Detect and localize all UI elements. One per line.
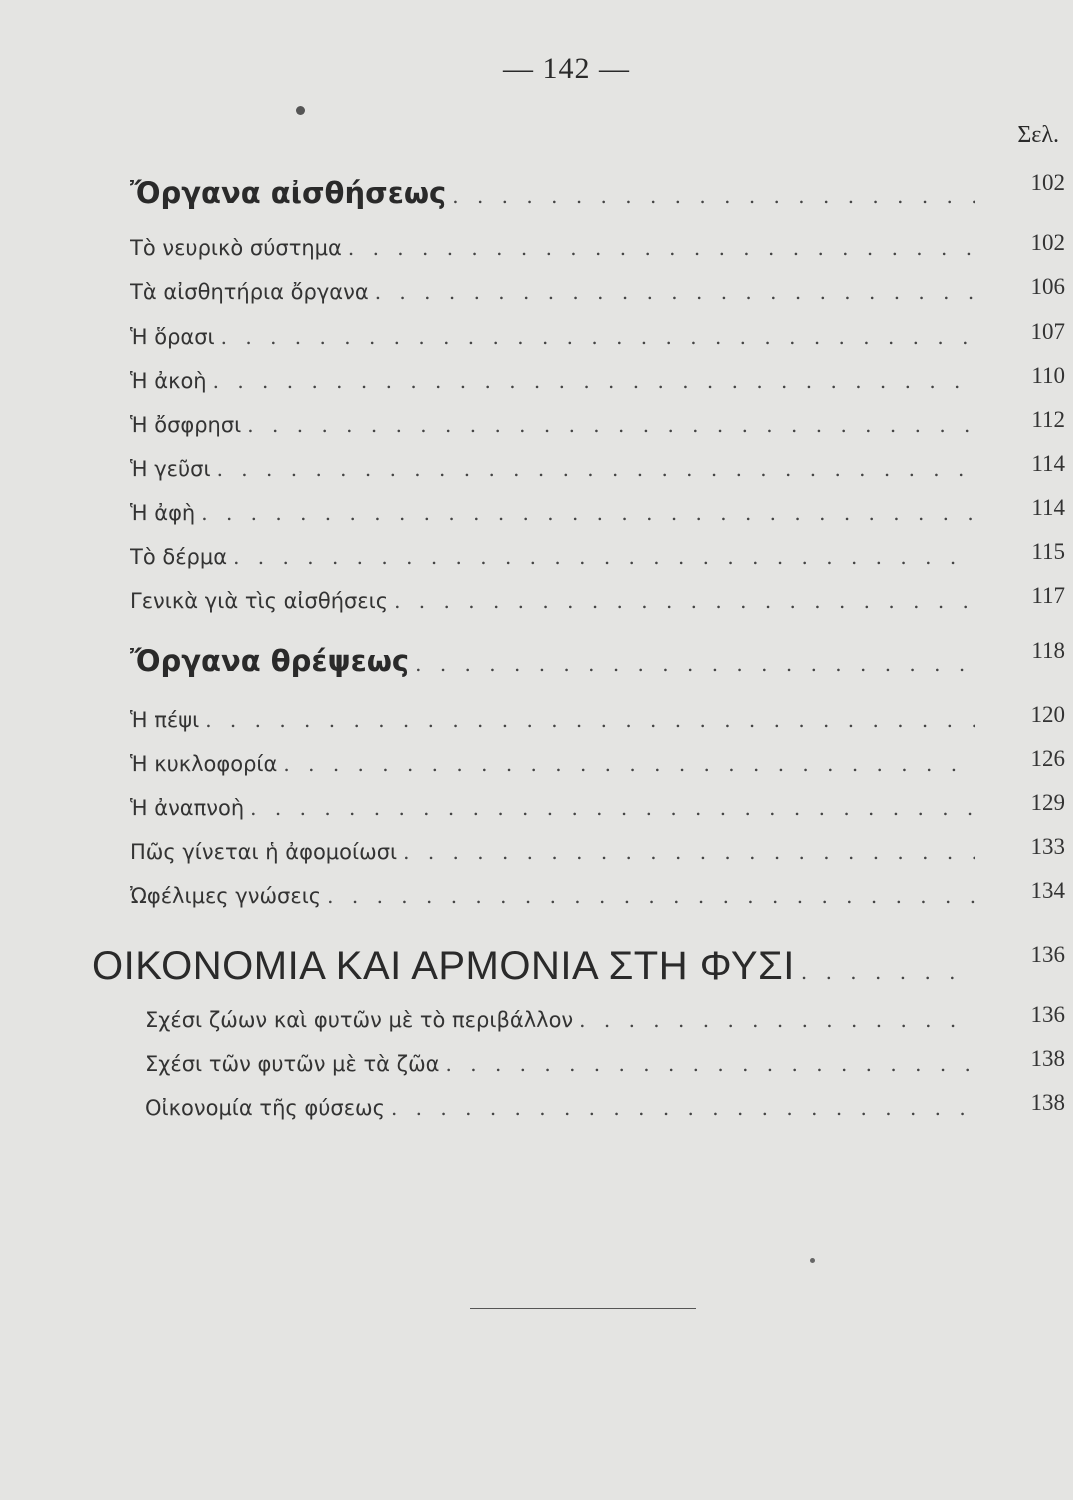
dot-leader bbox=[195, 501, 975, 525]
toc-page-number: 110 bbox=[1031, 363, 1065, 388]
toc-entry bbox=[130, 413, 975, 437]
toc-entry bbox=[130, 589, 975, 613]
toc-entry-title: Ἡ ἀφὴ bbox=[130, 501, 196, 525]
page-column-header: Σελ. bbox=[1017, 122, 1059, 148]
toc-entry bbox=[130, 176, 975, 210]
dot-leader bbox=[573, 1008, 975, 1032]
dot-leader bbox=[409, 652, 975, 676]
toc-page-number: 102 bbox=[1030, 230, 1065, 255]
toc-page-number: 126 bbox=[1030, 746, 1065, 771]
dot-leader bbox=[211, 457, 975, 481]
dot-leader bbox=[440, 1052, 975, 1076]
dot-leader bbox=[241, 413, 975, 437]
toc-entry-title: Ἡ ὄσφρησι bbox=[130, 413, 242, 437]
toc-page-number: 107 bbox=[1030, 319, 1065, 344]
toc-entry-title: ΟΙΚΟΝΟΜΙΑ ΚΑΙ ΑΡΜΟΝΙΑ ΣΤΗ ΦΥΣΙ bbox=[92, 944, 795, 988]
toc-entry-title: Πῶς γίνεται ἡ ἀφομοίωσι bbox=[130, 840, 398, 864]
toc-page-number: 129 bbox=[1030, 790, 1065, 815]
toc-entry bbox=[130, 501, 975, 525]
toc-entry bbox=[130, 236, 975, 260]
toc-entry-title: Σχέσι τῶν φυτῶν μὲ τὰ ζῶα bbox=[145, 1052, 440, 1076]
toc-entry-title: Γενικὰ γιὰ τὶς αἰσθήσεις bbox=[130, 589, 389, 613]
dot-leader bbox=[446, 184, 975, 208]
toc-entry bbox=[130, 325, 975, 349]
toc-entry bbox=[130, 457, 975, 481]
page-number: — 142 — bbox=[503, 52, 630, 85]
dot-leader bbox=[207, 369, 975, 393]
toc-entry-title: Ἡ ἀκοὴ bbox=[130, 369, 207, 393]
dot-leader bbox=[388, 589, 975, 613]
toc-entry-title: Ἡ κυκλοφορία bbox=[130, 752, 278, 776]
dot-leader bbox=[199, 708, 975, 732]
toc-entry bbox=[130, 884, 975, 908]
toc-page-number: 117 bbox=[1031, 583, 1065, 608]
toc-entry bbox=[130, 644, 975, 678]
toc-entry bbox=[130, 545, 975, 569]
dot-leader bbox=[369, 280, 975, 304]
toc-entry-title: Ἡ γεῦσι bbox=[130, 457, 211, 481]
toc-entry-title: Ἡ πέψι bbox=[130, 708, 200, 732]
dot-leader bbox=[227, 545, 975, 569]
toc-page-number: 115 bbox=[1031, 539, 1065, 564]
toc-page-number: 112 bbox=[1031, 407, 1065, 432]
dot-leader bbox=[397, 840, 975, 864]
toc-entry-title: Τὰ αἰσθητήρια ὄργανα bbox=[130, 280, 369, 304]
toc-page-number: 133 bbox=[1030, 834, 1065, 859]
dot-leader bbox=[244, 796, 975, 820]
dot-leader bbox=[321, 884, 975, 908]
toc-entry bbox=[130, 280, 975, 304]
toc-entry-title: Σχέσι ζώων καὶ φυτῶν μὲ τὸ περιβάλλον bbox=[145, 1008, 574, 1032]
toc-entry-title: Τὸ δέρμα bbox=[130, 545, 228, 569]
end-rule bbox=[470, 1308, 696, 1309]
toc-entry bbox=[130, 752, 975, 776]
toc-page-number: 136 bbox=[1030, 942, 1065, 967]
ink-speck bbox=[296, 106, 305, 115]
toc-entry bbox=[145, 1096, 975, 1120]
ink-speck bbox=[810, 1258, 815, 1263]
toc-entry-title: Οἰκονομία τῆς φύσεως bbox=[145, 1096, 385, 1120]
dot-leader bbox=[795, 960, 975, 984]
toc-entry bbox=[130, 708, 975, 732]
toc-entry bbox=[130, 369, 975, 393]
toc-page-number: 134 bbox=[1030, 878, 1065, 903]
toc-entry bbox=[145, 1052, 975, 1076]
toc-entry-title: Ὄργανα θρέψεως bbox=[130, 644, 410, 678]
toc-page-number: 118 bbox=[1031, 638, 1065, 663]
toc-entry bbox=[92, 944, 975, 989]
dot-leader bbox=[215, 325, 975, 349]
dot-leader bbox=[277, 752, 975, 776]
toc-page-number: 114 bbox=[1031, 451, 1065, 476]
toc-page-number: 138 bbox=[1030, 1046, 1065, 1071]
dot-leader bbox=[385, 1096, 975, 1120]
toc-entry-title: Ἡ ὅρασι bbox=[130, 325, 215, 349]
toc-entry bbox=[145, 1008, 975, 1032]
toc-entry bbox=[130, 840, 975, 864]
toc-entry-title: Ὠφέλιμες γνώσεις bbox=[130, 884, 322, 908]
toc-page-number: 102 bbox=[1030, 170, 1065, 195]
toc-page-number: 114 bbox=[1031, 495, 1065, 520]
toc-entry bbox=[130, 796, 975, 820]
toc-entry-title: Ὄργανα αἰσθήσεως bbox=[130, 176, 447, 210]
toc-page-number: 120 bbox=[1030, 702, 1065, 727]
toc-entry-title: Τὸ νευρικὸ σύστημα bbox=[130, 236, 342, 260]
dot-leader bbox=[342, 236, 975, 260]
toc-page-number: 106 bbox=[1030, 274, 1065, 299]
toc-page-number: 138 bbox=[1030, 1090, 1065, 1115]
toc-entry-title: Ἡ ἀναπνοὴ bbox=[130, 796, 245, 820]
toc-page-number: 136 bbox=[1030, 1002, 1065, 1027]
